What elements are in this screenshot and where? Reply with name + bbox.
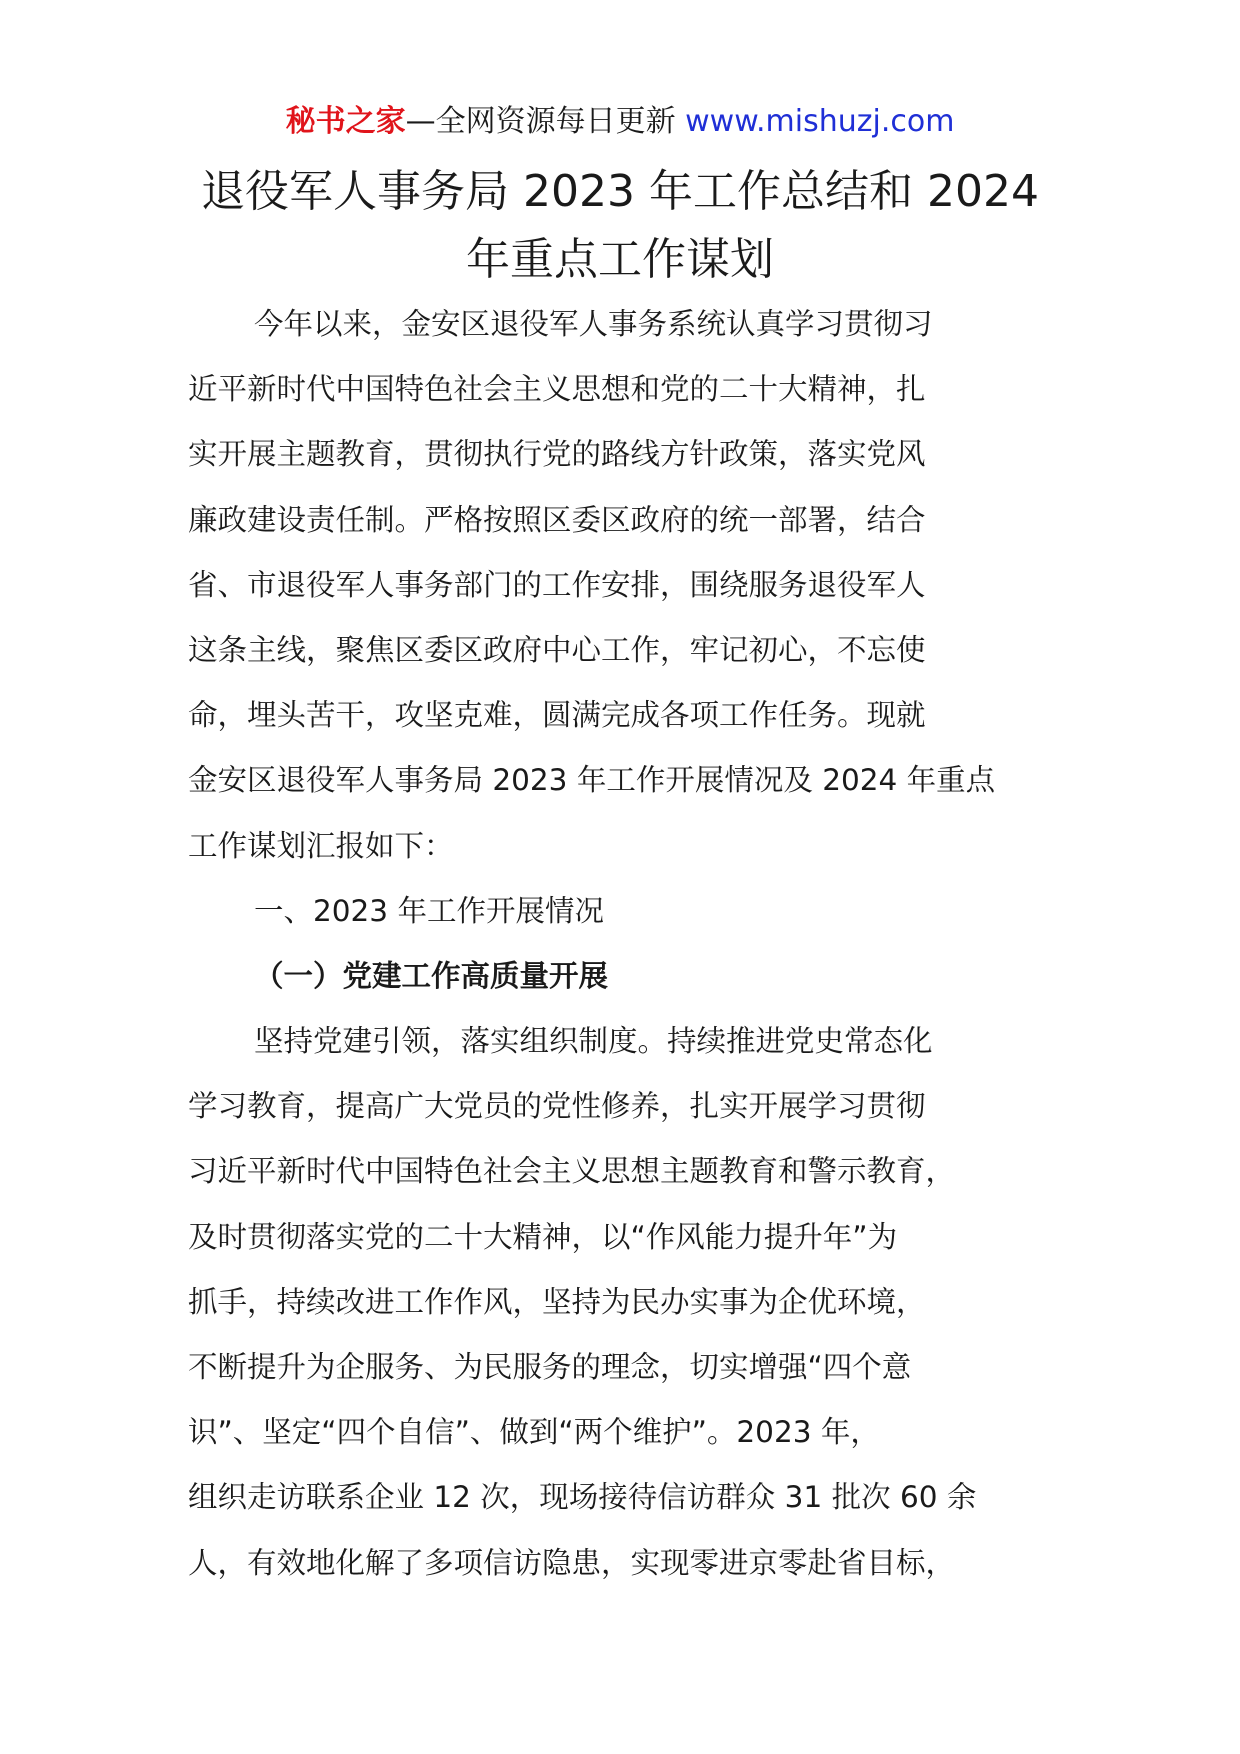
paragraph-line: 及时贯彻落实党的二十大精神，以“作风能力提升年”为 bbox=[188, 1219, 898, 1254]
title-line-2: 年重点工作谋划 bbox=[466, 234, 774, 285]
paragraph-line: 省、市退役军人事务部门的工作安排，围绕服务退役军人 bbox=[188, 567, 926, 602]
paragraph-line: 这条主线，聚焦区委区政府中心工作，牢记初心，不忘使 bbox=[188, 632, 926, 667]
section-heading: 一、2023 年工作开展情况 bbox=[254, 893, 604, 928]
paragraph-line: 金安区退役军人事务局 2023 年工作开展情况及 2024 年重点 bbox=[188, 763, 996, 798]
paragraph-line: 实开展主题教育，贯彻执行党的路线方针政策，落实党风 bbox=[188, 437, 926, 472]
paragraph-line: 习近平新时代中国特色社会主义思想主题教育和警示教育， bbox=[188, 1154, 956, 1189]
paragraph-line: 工作谋划汇报如下： bbox=[188, 828, 454, 863]
paragraph-line: 坚持党建引领，落实组织制度。持续推进党史常态化 bbox=[254, 1024, 933, 1059]
paragraph-line: 不断提升为企服务、为民服务的理念，切实增强“四个意 bbox=[188, 1350, 912, 1384]
title-line-1: 退役军人事务局 2023 年工作总结和 2024 bbox=[201, 166, 1039, 217]
paragraph-line: 抓手，持续改进工作作风，坚持为民办实事为企优环境， bbox=[188, 1284, 926, 1319]
site-link[interactable]: www.mishuzj.com bbox=[685, 104, 955, 139]
paragraph-line: 命，埋头苦干，攻坚克难，圆满完成各项工作任务。现就 bbox=[188, 698, 926, 733]
paragraph-line: 今年以来，金安区退役军人事务系统认真学习贯彻习 bbox=[254, 307, 933, 341]
paragraph-line: 学习教育，提高广大党员的党性修养，扎实开展学习贯彻 bbox=[188, 1089, 926, 1124]
paragraph-line: 廉政建设责任制。严格按照区委区政府的统一部署，结合 bbox=[188, 502, 926, 537]
paragraph-line: 人，有效地化解了多项信访隐患，实现零进京零赴省目标， bbox=[188, 1545, 956, 1580]
document-body bbox=[188, 292, 1058, 1596]
header-slogan: —全网资源每日更新 bbox=[405, 104, 676, 139]
paragraph-line: 近平新时代中国特色社会主义思想和党的二十大精神，扎 bbox=[188, 372, 926, 407]
paragraph-line: 识”、坚定“四个自信”、做到“两个维护”。2023 年， bbox=[188, 1415, 880, 1450]
paragraph-line: 组织走访联系企业 12 次，现场接待信访群众 31 批次 60 余 bbox=[188, 1480, 977, 1515]
brand-name: 秘书之家 bbox=[285, 104, 406, 139]
site-header bbox=[0, 102, 1240, 142]
subsection-heading: （一）党建工作高质量开展 bbox=[254, 958, 609, 993]
document-title bbox=[150, 158, 1090, 294]
